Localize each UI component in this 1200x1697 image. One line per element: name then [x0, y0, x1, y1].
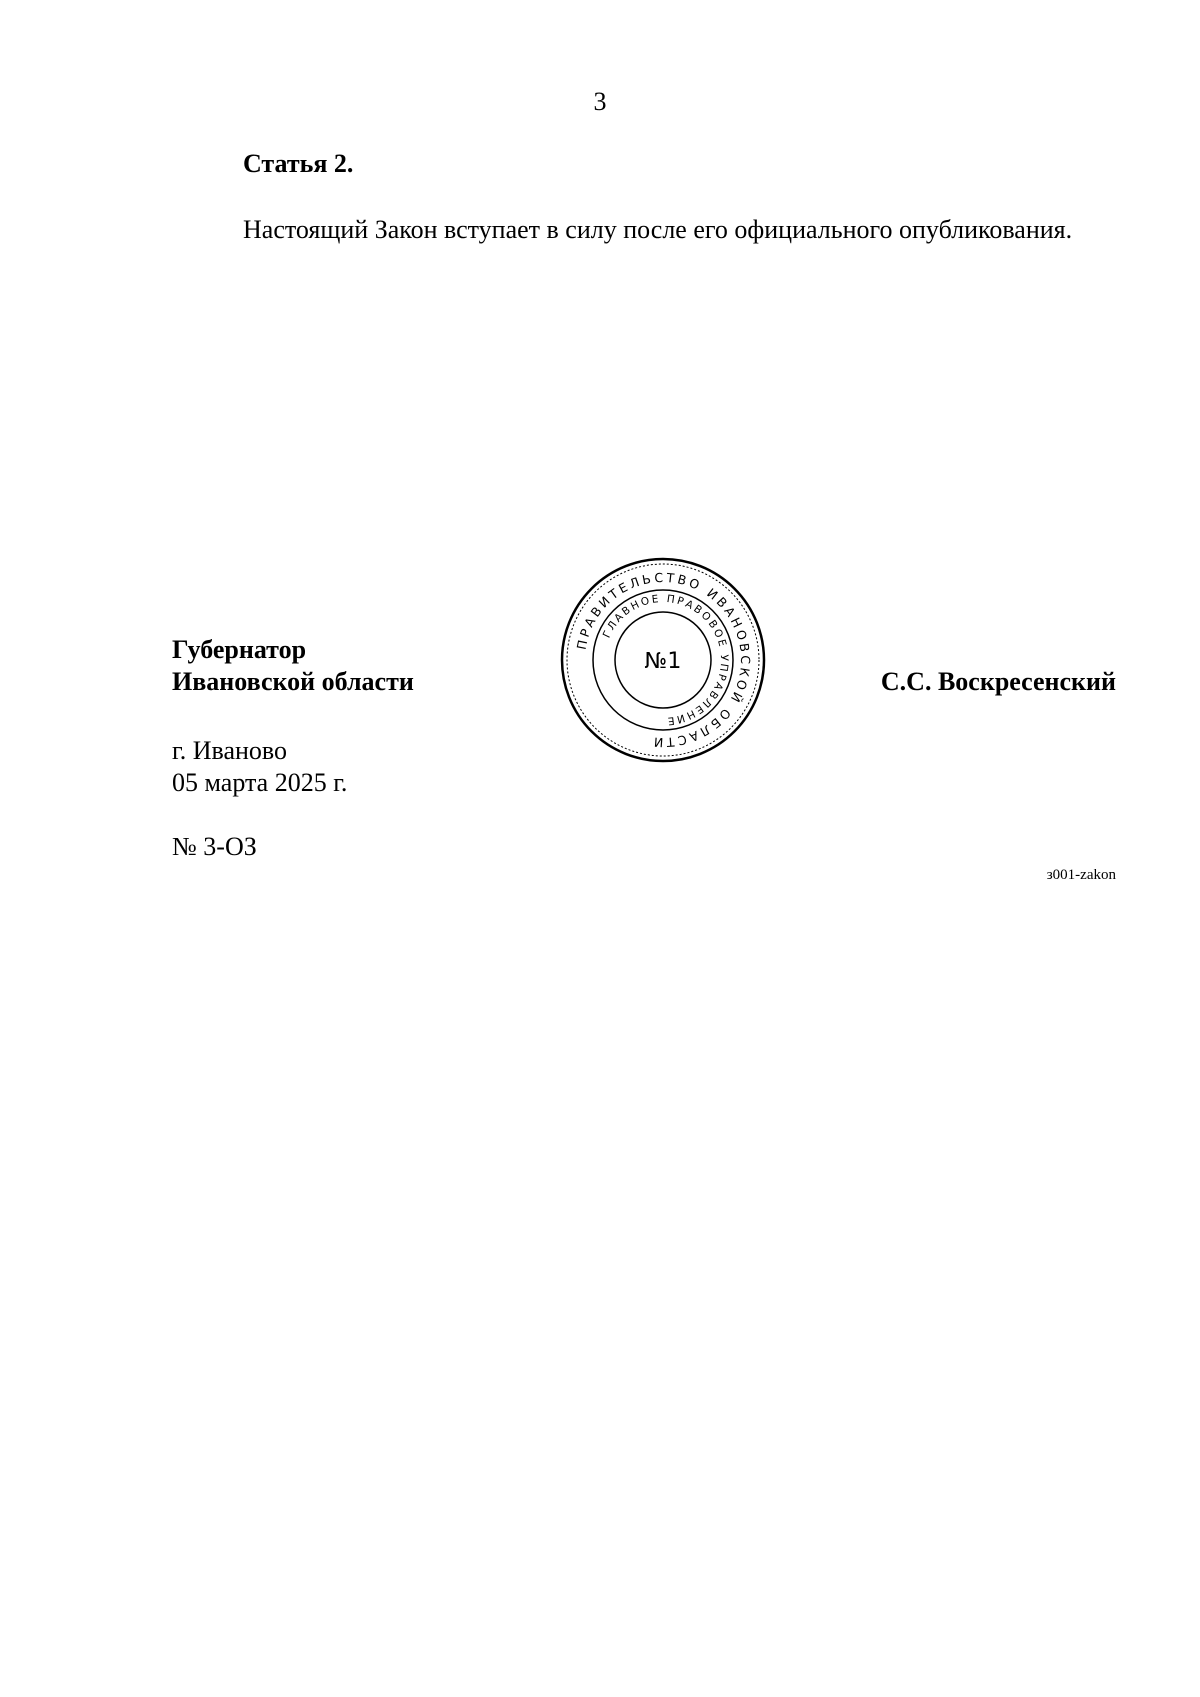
signatory-name: С.С. Воскресенский [880, 667, 1116, 696]
official-seal-stamp [558, 555, 768, 765]
place: г. Иваново [172, 736, 287, 765]
page-number: 3 [593, 87, 607, 116]
signatory-title [172, 634, 414, 698]
place-date [172, 735, 347, 799]
article-text: Настоящий Закон вступает в силу после его официального опубликования. [243, 215, 1073, 244]
seal-outer-text: ПРАВИТЕЛЬСТВО ИВАНОВСКОЙ ОБЛАСТИ [573, 569, 754, 751]
seal-center-text: №1 [644, 649, 682, 674]
law-number: № 3-ОЗ [172, 832, 257, 861]
date: 05 марта 2025 г. [172, 768, 348, 797]
article-heading: Статья 2. [243, 149, 354, 178]
file-code: з001-zakon [1046, 867, 1116, 883]
signatory-title-line1: Губернатор [172, 635, 307, 664]
seal-inner-text: ГЛАВНОЕ ПРАВОВОЕ УПРАВЛЕНИЕ [600, 592, 731, 728]
signatory-title-line2: Ивановской области [172, 667, 414, 696]
